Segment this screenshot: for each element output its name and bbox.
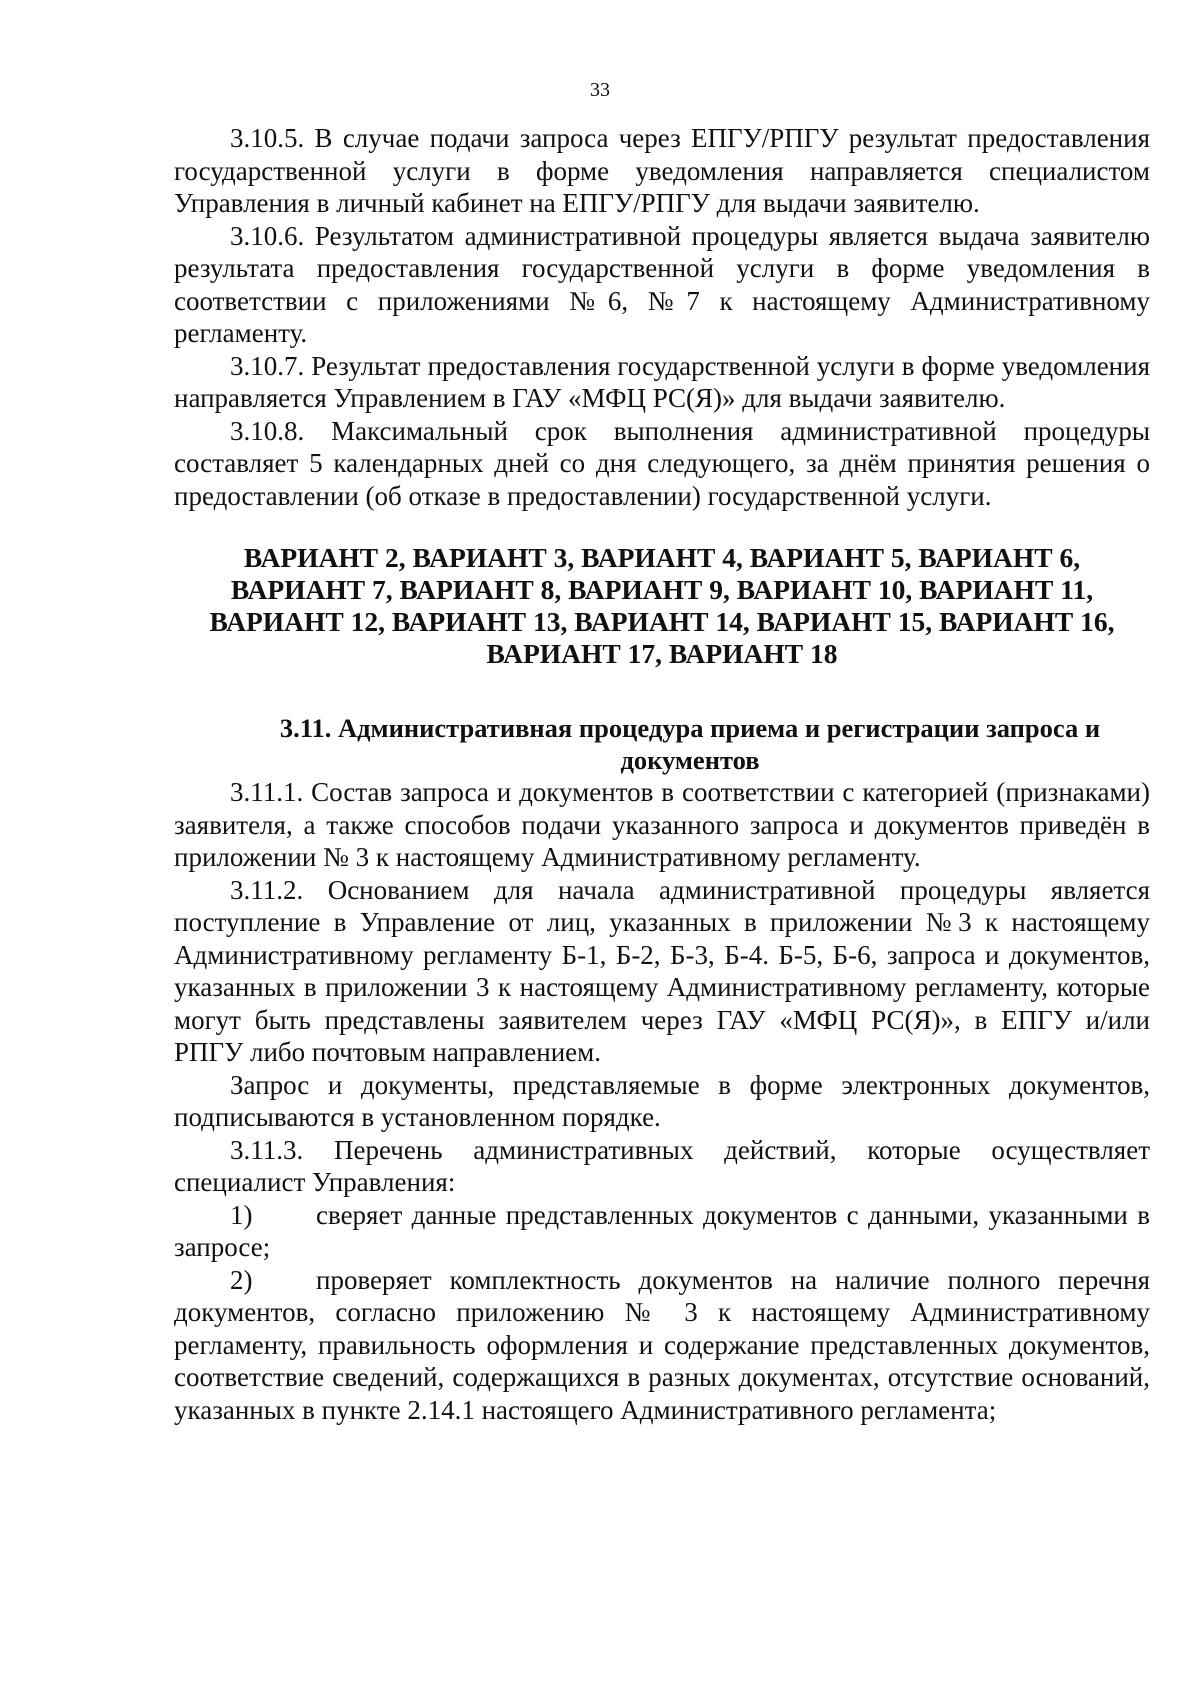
paragraph-3-10-8: 3.10.8. Максимальный срок выполнения административной процедуры составляет 5 календарных дней со дня следующего, за днём принятия решения о предоставлении (об отказе в предоставлении) государственной услуги. [174,415,1150,511]
paragraph-3-11-1: 3.11.1. Состав запроса и документов в соответствии с категорией (признаками) заявителя, а также способов подачи указанного запроса и документов приведён в приложении № 3 к настоящему Административному регламенту. [174,777,1150,872]
list-item [174,1264,1150,1427]
list-item-text: проверяет комплектность документов на наличие полного перечня документов, согласно приложению № 3 к настоящему Административному регламенту, правильность оформления и содержание представленных документов, соответствие сведений, содержащихся в разных документах, отсутствие оснований, указанных в пункте 2.14.1 настоящего Административного регламента; [174,1264,1150,1425]
list-item-number: 1) [230,1199,253,1230]
paragraph-3-11-3: 3.11.3. Перечень административных действий, которые осуществляет специалист Управления: [174,1134,1150,1197]
variants-heading-line: ВАРИАНТ 17, ВАРИАНТ 18 [486,638,838,669]
paragraph-3-11-2: 3.11.2. Основанием для начала административной процедуры является поступление в Управление от лиц, указанных в приложении №3 к настоящему Административному регламенту Б-1, Б-2, Б-3, Б-4. Б-5, Б-6, запроса и документов, указанных в приложении 3 к настоящему Административному регламенту, которые могут быть представлены заявителем через ГАУ «МФЦ РС(Я)», в ЕПГУ и/или РПГУ либо почтовым направлением. [174,874,1150,1067]
variants-heading-line: ВАРИАНТ 12, ВАРИАНТ 13, ВАРИАНТ 14, ВАРИАНТ 15, ВАРИАНТ 16, [209,606,1115,637]
variants-heading [174,542,1150,670]
paragraph-3-10-7: 3.10.7. Результат предоставления государственной услуги в форме уведомления направляется Управлением в ГАУ «МФЦ РС(Я)» для выдачи заявителю. [174,350,1150,413]
page-number: 33 [590,79,610,101]
section-heading-3-11: 3.11. Административная процедура приема и регистрации запроса и документов [279,713,1101,775]
paragraph-electronic-docs: Запрос и документы, представляемые в форме электронных документов, подписываются в установленном порядке. [174,1069,1150,1132]
list-item-number: 2) [230,1264,253,1295]
variants-heading-line: ВАРИАНТ 2, ВАРИАНТ 3, ВАРИАНТ 4, ВАРИАНТ 5, ВАРИАНТ 6, [243,542,1081,573]
list-item-text: сверяет данные представленных документов с данными, указанными в запросе; [174,1199,1150,1262]
paragraph-3-10-5: 3.10.5. В случае подачи запроса через ЕПГУ/РПГУ результат предоставления государственной услуги в форме уведомления направляется специалистом Управления в личный кабинет на ЕПГУ/РПГУ для выдачи заявителю. [174,123,1150,218]
variants-heading-line: ВАРИАНТ 7, ВАРИАНТ 8, ВАРИАНТ 9, ВАРИАНТ 10, ВАРИАНТ 11, [230,574,1094,605]
list-item [174,1199,1150,1264]
document-body [174,122,1150,1426]
paragraph-3-10-6: 3.10.6. Результатом административной процедуры является выдача заявителю результата предоставления государственной услуги в форме уведомления в соответствии с приложениями №6, №7 к настоящему Административному регламенту. [174,220,1150,348]
